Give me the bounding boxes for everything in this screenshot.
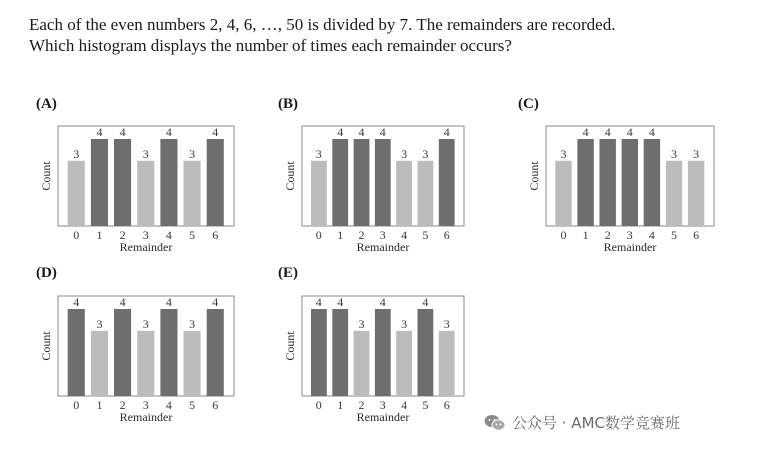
bar-value-label: 3 (560, 146, 567, 161)
bar (91, 139, 108, 226)
bar-value-label: 4 (165, 295, 172, 309)
bar (644, 139, 660, 226)
panel-label: (D) (36, 265, 57, 281)
bar-value-label: 4 (422, 295, 429, 309)
x-tick-label: 4 (401, 228, 408, 242)
x-tick-label: 2 (119, 228, 126, 242)
panel-label: (A) (36, 96, 57, 112)
bar (439, 139, 455, 226)
x-tick-label: 4 (165, 398, 172, 412)
bar (555, 161, 571, 226)
y-axis-label: Count (39, 331, 53, 361)
bar-value-label: 3 (142, 146, 149, 161)
x-tick-label: 5 (189, 228, 196, 242)
bar-value-label: 3 (693, 146, 700, 161)
bar-value-label: 4 (212, 295, 219, 309)
x-tick-label: 2 (358, 398, 365, 412)
bar (418, 161, 434, 226)
bar-value-label: 4 (119, 125, 126, 139)
bar (114, 139, 131, 226)
x-tick-label: 2 (604, 228, 611, 242)
x-tick-label: 1 (96, 398, 103, 412)
bar-value-label: 3 (142, 316, 149, 331)
bar (375, 139, 391, 226)
x-tick-label: 5 (422, 228, 429, 242)
bar-value-label: 3 (422, 146, 429, 161)
x-tick-label: 6 (212, 228, 219, 242)
watermark-text: 公众号 · AMC数学竞赛班 (512, 414, 680, 432)
x-axis-label: Remainder (119, 240, 173, 254)
x-axis-label: Remainder (356, 240, 410, 254)
bar (311, 309, 327, 396)
wechat-logo-icon (484, 414, 506, 432)
panel-label: (B) (278, 96, 298, 112)
histogram-b (278, 96, 464, 254)
bar-value-label: 4 (604, 125, 611, 139)
x-tick-label: 6 (443, 228, 450, 242)
histogram-e (278, 265, 464, 424)
x-tick-label: 5 (422, 398, 429, 412)
bar-value-label: 4 (358, 125, 365, 139)
bar (354, 139, 370, 226)
bar (622, 139, 638, 226)
x-tick-label: 1 (96, 228, 103, 242)
y-axis-label: Count (283, 331, 297, 361)
bar-value-label: 4 (379, 295, 386, 309)
bar (600, 139, 616, 226)
bar-value-label: 4 (119, 295, 126, 309)
bar (184, 161, 201, 226)
bar (396, 161, 412, 226)
bar (68, 161, 85, 226)
bar (577, 139, 593, 226)
x-tick-label: 3 (142, 398, 149, 412)
x-tick-label: 3 (379, 398, 386, 412)
panel-label: (E) (278, 265, 298, 281)
x-tick-label: 4 (165, 228, 172, 242)
y-axis-label: Count (527, 161, 541, 191)
watermark (484, 412, 680, 433)
bar-value-label: 3 (73, 146, 80, 161)
bar (91, 331, 108, 396)
panel-label: (C) (518, 96, 539, 112)
bar-value-label: 3 (96, 316, 103, 331)
x-tick-label: 1 (337, 228, 344, 242)
bar (137, 161, 154, 226)
x-tick-label: 6 (443, 398, 450, 412)
x-tick-label: 3 (379, 228, 386, 242)
bar-value-label: 3 (189, 316, 196, 331)
bar (354, 331, 370, 396)
question-line-2: Which histogram displays the number of times each remainder occurs? (29, 36, 512, 55)
x-tick-label: 5 (189, 398, 196, 412)
x-tick-label: 4 (648, 228, 655, 242)
bar-value-label: 4 (337, 125, 344, 139)
x-tick-label: 0 (73, 398, 80, 412)
histogram-a (36, 96, 234, 254)
bar-value-label: 3 (315, 146, 322, 161)
bar-value-label: 3 (358, 316, 365, 331)
bar-value-label: 4 (379, 125, 386, 139)
bar-value-label: 4 (337, 295, 344, 309)
bar-value-label: 4 (73, 295, 80, 309)
x-tick-label: 0 (315, 398, 322, 412)
x-axis-label: Remainder (603, 240, 657, 254)
bar (160, 309, 177, 396)
bar (184, 331, 201, 396)
bar (439, 331, 455, 396)
bar (68, 309, 85, 396)
bar-value-label: 3 (401, 146, 408, 161)
bar-value-label: 4 (626, 125, 633, 139)
bar (332, 139, 348, 226)
bar (332, 309, 348, 396)
y-axis-label: Count (39, 161, 53, 191)
bar-value-label: 3 (189, 146, 196, 161)
bar-value-label: 4 (443, 125, 450, 139)
bar (666, 161, 682, 226)
bar-value-label: 4 (648, 125, 655, 139)
bar (688, 161, 704, 226)
x-axis-label: Remainder (356, 410, 410, 424)
bar (207, 139, 224, 226)
question-line-1: Each of the even numbers 2, 4, 6, …, 50 is divided by 7. The remainders are recorded. (29, 15, 616, 34)
bar (114, 309, 131, 396)
bar-value-label: 3 (443, 316, 450, 331)
bar (160, 139, 177, 226)
x-tick-label: 6 (693, 228, 700, 242)
y-axis-label: Count (283, 161, 297, 191)
x-tick-label: 3 (142, 228, 149, 242)
bar (137, 331, 154, 396)
x-tick-label: 1 (582, 228, 589, 242)
bar (396, 331, 412, 396)
x-tick-label: 6 (212, 398, 219, 412)
bar-value-label: 4 (315, 295, 322, 309)
bar-value-label: 3 (401, 316, 408, 331)
x-tick-label: 0 (560, 228, 567, 242)
bar-value-label: 4 (165, 125, 172, 139)
x-tick-label: 5 (671, 228, 677, 242)
bar (375, 309, 391, 396)
bar-value-label: 4 (212, 125, 219, 139)
bar (207, 309, 224, 396)
x-tick-label: 3 (626, 228, 633, 242)
x-axis-label: Remainder (119, 410, 173, 424)
histogram-c (518, 96, 714, 254)
x-tick-label: 4 (401, 398, 408, 412)
x-tick-label: 1 (337, 398, 344, 412)
x-tick-label: 0 (73, 228, 80, 242)
x-tick-label: 2 (119, 398, 126, 412)
bar-value-label: 4 (96, 125, 103, 139)
histogram-d (36, 265, 234, 424)
x-tick-label: 2 (358, 228, 365, 242)
bar-value-label: 3 (671, 146, 677, 161)
bar-value-label: 4 (582, 125, 589, 139)
bar (311, 161, 327, 226)
x-tick-label: 0 (315, 228, 322, 242)
bar (418, 309, 434, 396)
